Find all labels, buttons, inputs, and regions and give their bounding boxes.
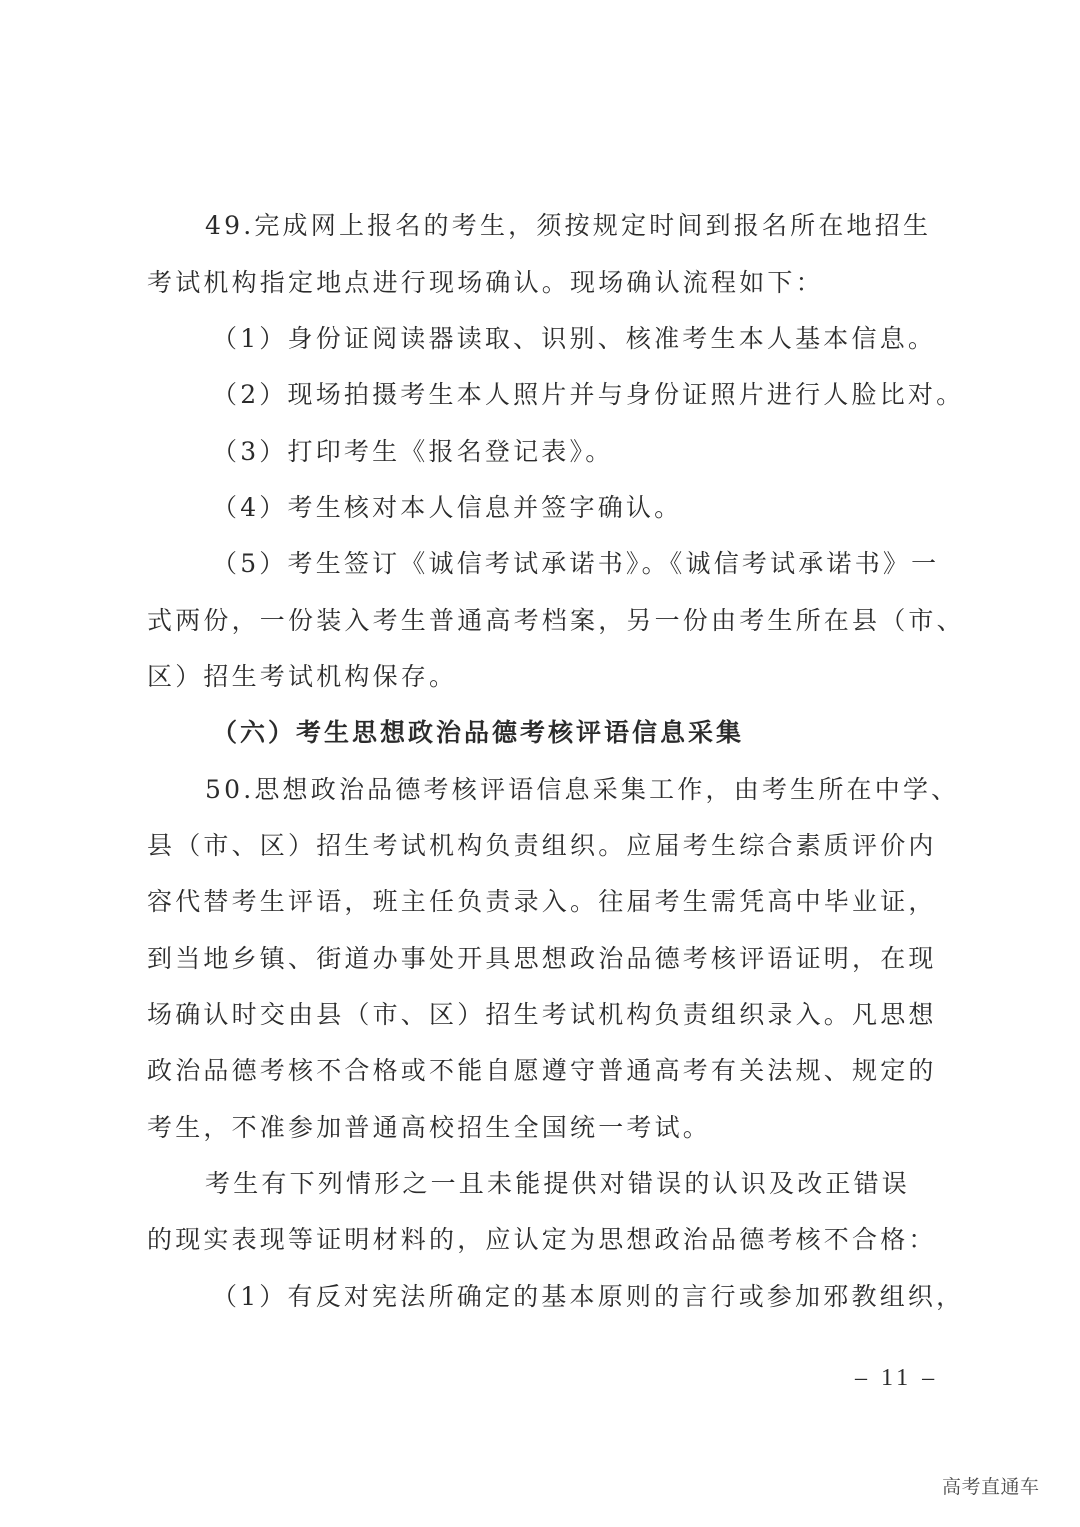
section-heading: （六）考生思想政治品德考核评语信息采集 <box>212 718 745 747</box>
step-5-line-3: 区）招生考试机构保存。 <box>147 662 458 691</box>
step-5-line-2: 式两份，一份装入考生普通高考档案，另一份由考生所在县（市、 <box>147 606 965 635</box>
step-2: （2）现场拍摄考生本人照片并与身份证照片进行人脸比对。 <box>212 380 965 409</box>
paragraph-conditions-line-2: 的现实表现等证明材料的，应认定为思想政治品德考核不合格： <box>147 1225 937 1254</box>
paragraph-49-line-2: 考试机构指定地点进行现场确认。现场确认流程如下： <box>147 268 824 297</box>
paragraph-50-line-5: 场确认时交由县（市、区）招生考试机构负责组织录入。凡思想 <box>147 1000 937 1029</box>
step-1: （1）身份证阅读器读取、识别、核准考生本人基本信息。 <box>212 324 937 353</box>
condition-1: （1）有反对宪法所确定的基本原则的言行或参加邪教组织， <box>212 1282 965 1311</box>
paragraph-50-line-7: 考生，不准参加普通高校招生全国统一考试。 <box>147 1113 712 1142</box>
paragraph-50-line-6: 政治品德考核不合格或不能自愿遵守普通高考有关法规、规定的 <box>147 1056 937 1085</box>
paragraph-50-line-3: 容代替考生评语，班主任负责录入。往届考生需凭高中毕业证， <box>147 887 937 916</box>
step-5-line-1: （5）考生签订《诚信考试承诺书》。《诚信考试承诺书》一 <box>212 549 940 578</box>
paragraph-49-line-1: 49.完成网上报名的考生，须按规定时间到报名所在地招生 <box>205 211 932 240</box>
page-number: – 11 – <box>855 1365 939 1391</box>
paragraph-50-line-1: 50.思想政治品德考核评语信息采集工作，由考生所在中学、 <box>205 775 960 804</box>
paragraph-50-line-2: 县（市、区）招生考试机构负责组织。应届考生综合素质评价内 <box>147 831 937 860</box>
step-3: （3）打印考生《报名登记表》。 <box>212 437 614 466</box>
paragraph-conditions-line-1: 考生有下列情形之一且未能提供对错误的认识及改正错误 <box>205 1169 911 1198</box>
step-4: （4）考生核对本人信息并签字确认。 <box>212 493 683 522</box>
watermark: 高考直通车 <box>942 1476 1040 1498</box>
paragraph-50-line-4: 到当地乡镇、街道办事处开具思想政治品德考核评语证明，在现 <box>147 944 937 973</box>
